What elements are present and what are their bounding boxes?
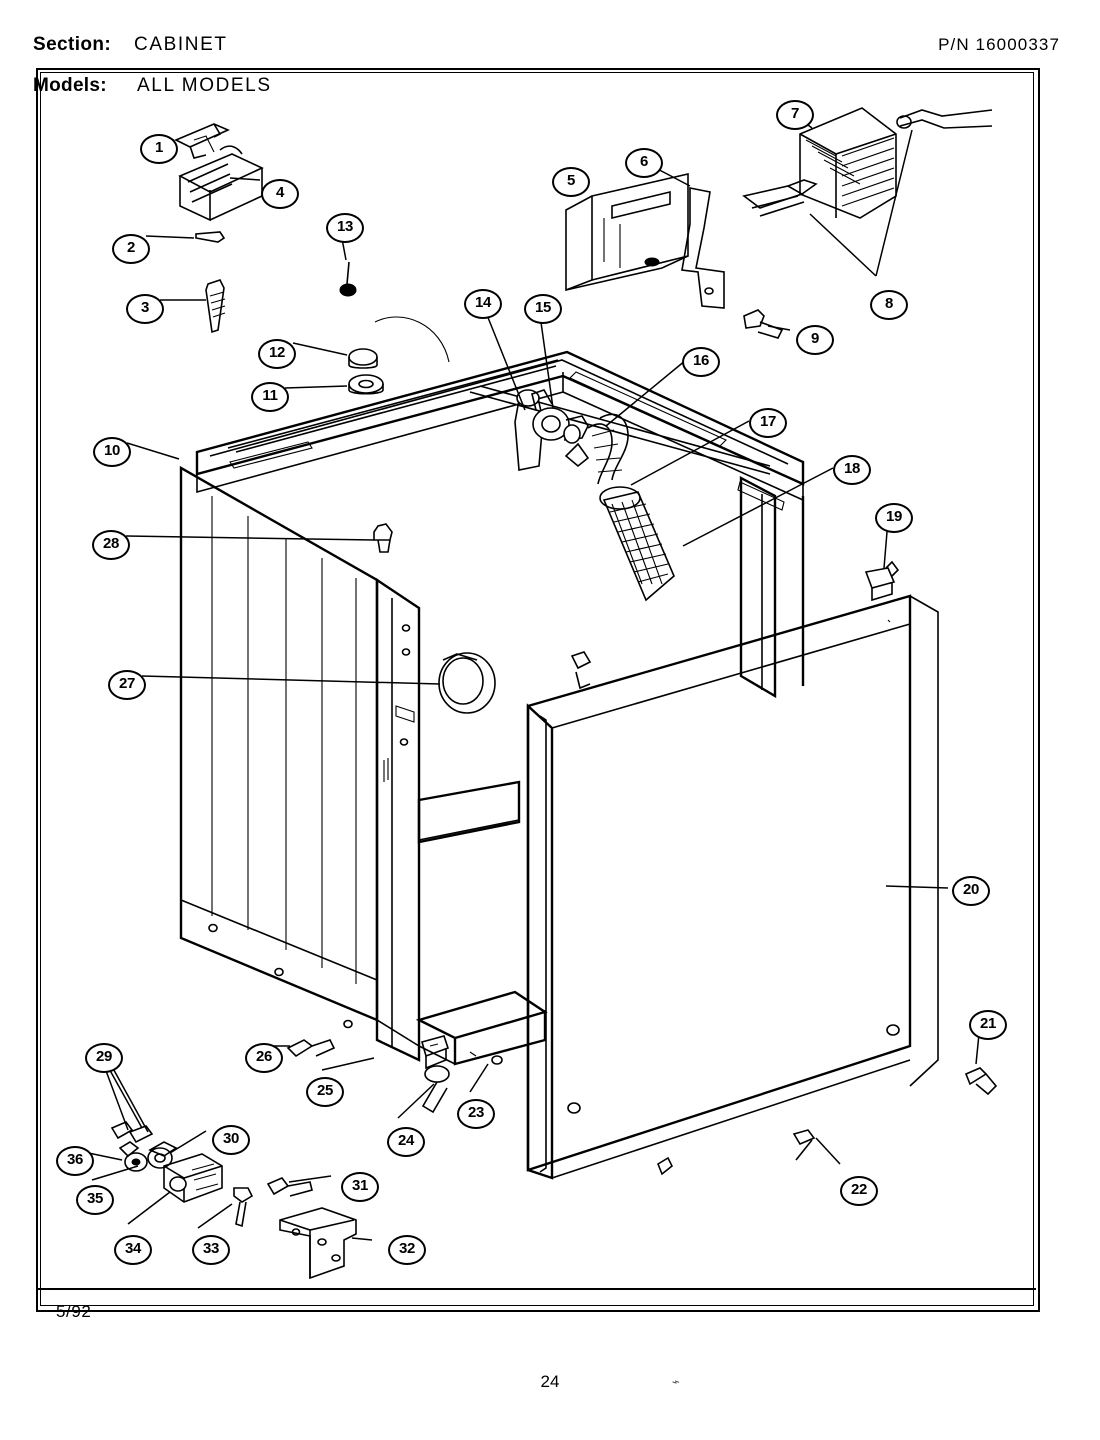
part-21-screw bbox=[966, 1068, 996, 1094]
page-smudge-mark: ⌁ bbox=[670, 1373, 682, 1390]
part-misc-fastener bbox=[658, 1158, 672, 1174]
part-27-knob bbox=[439, 653, 495, 713]
part-9-bolt bbox=[744, 310, 782, 338]
callout-20: 20 bbox=[952, 876, 990, 906]
part-4-switch-block bbox=[180, 136, 262, 220]
part-13-pin bbox=[340, 262, 356, 296]
callout-11: 11 bbox=[251, 382, 289, 412]
part-34-switch bbox=[164, 1154, 222, 1202]
callout-21: 21 bbox=[969, 1010, 1007, 1040]
callout-14: 14 bbox=[464, 289, 502, 319]
part-26-screw bbox=[288, 1040, 334, 1056]
part-29-30-35-36-hardware bbox=[112, 1122, 176, 1171]
callout-4: 4 bbox=[261, 179, 299, 209]
callout-9: 9 bbox=[796, 325, 834, 355]
part-7-terminal-block bbox=[800, 108, 896, 218]
callout-19: 19 bbox=[875, 503, 913, 533]
callout-22: 22 bbox=[840, 1176, 878, 1206]
callout-23: 23 bbox=[457, 1099, 495, 1129]
models-label: Models: bbox=[33, 75, 107, 96]
part-22-screw bbox=[794, 1130, 814, 1160]
callout-5: 5 bbox=[552, 167, 590, 197]
callout-24: 24 bbox=[387, 1127, 425, 1157]
callout-36: 36 bbox=[56, 1146, 94, 1176]
callout-29: 29 bbox=[85, 1043, 123, 1073]
callout-35: 35 bbox=[76, 1185, 114, 1215]
part-24-leveling-leg bbox=[423, 1066, 449, 1112]
part-3-long-screw bbox=[206, 280, 225, 332]
models-value: ALL MODELS bbox=[137, 75, 272, 96]
callout-13: 13 bbox=[326, 213, 364, 243]
callout-6: 6 bbox=[625, 148, 663, 178]
callout-32: 32 bbox=[388, 1235, 426, 1265]
callout-8: 8 bbox=[870, 290, 908, 320]
callout-26: 26 bbox=[245, 1043, 283, 1073]
callout-30: 30 bbox=[212, 1125, 250, 1155]
part-11-washer bbox=[349, 375, 383, 394]
callout-27: 27 bbox=[108, 670, 146, 700]
callout-3: 3 bbox=[126, 294, 164, 324]
callout-31: 31 bbox=[341, 1172, 379, 1202]
section-value: CABINET bbox=[134, 34, 228, 55]
callout-7: 7 bbox=[776, 100, 814, 130]
callout-25: 25 bbox=[306, 1077, 344, 1107]
part-19-clip bbox=[866, 562, 898, 600]
part-28-screw bbox=[374, 524, 392, 552]
part-12-nut bbox=[349, 349, 377, 368]
callout-15: 15 bbox=[524, 294, 562, 324]
section-label: Section: bbox=[33, 34, 112, 55]
part-misc-clip bbox=[572, 652, 590, 688]
part-23-base-rail bbox=[470, 1052, 476, 1056]
callout-2: 2 bbox=[112, 234, 150, 264]
callout-17: 17 bbox=[749, 408, 787, 438]
part-33-screw bbox=[234, 1188, 252, 1226]
callout-16: 16 bbox=[682, 347, 720, 377]
part-32-mounting-bracket bbox=[280, 1208, 356, 1278]
callout-10: 10 bbox=[93, 437, 131, 467]
part-2-screw bbox=[196, 232, 224, 242]
revision-date: 5/92 bbox=[56, 1302, 92, 1321]
part-number: P/N 16000337 bbox=[938, 35, 1060, 54]
callout-18: 18 bbox=[833, 455, 871, 485]
callout-34: 34 bbox=[114, 1235, 152, 1265]
callout-28: 28 bbox=[92, 530, 130, 560]
cabinet-main-body bbox=[181, 352, 803, 1064]
part-25-bracket bbox=[422, 1036, 448, 1068]
callout-12: 12 bbox=[258, 339, 296, 369]
part-20-front-panel bbox=[528, 596, 938, 1178]
page-number: 24 bbox=[540, 1372, 560, 1391]
part-31-screw bbox=[268, 1178, 312, 1196]
callout-33: 33 bbox=[192, 1235, 230, 1265]
callout-1: 1 bbox=[140, 134, 178, 164]
part-1-bracket bbox=[176, 124, 228, 158]
